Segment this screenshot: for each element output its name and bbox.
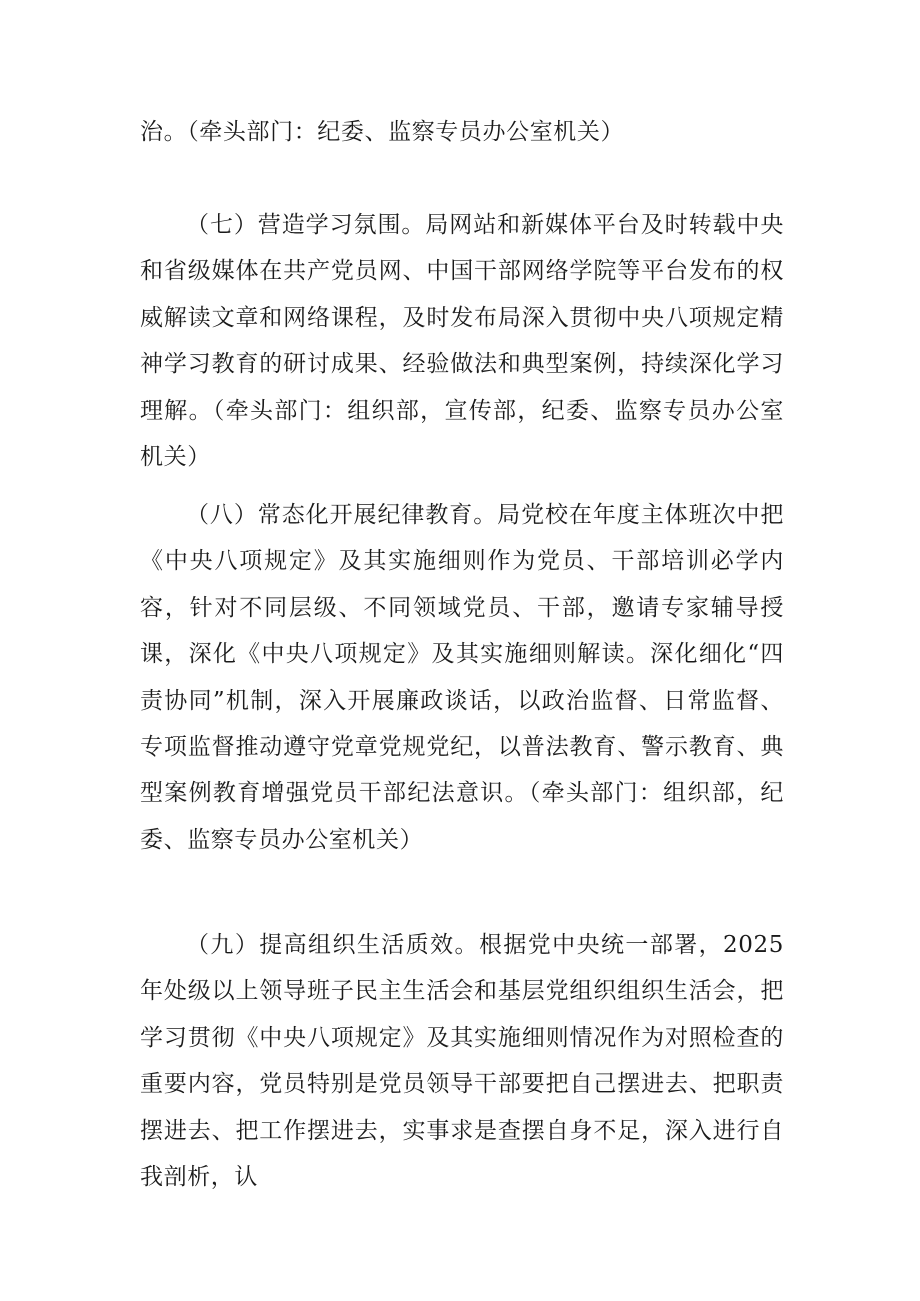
paragraph-item-7: （七）营造学习氛围。局网站和新媒体平台及时转载中央和省级媒体在共产党员网、中国干部网络学院等平台发布的权威解读文章和网络课程，及时发布局深入贯彻中央八项规定精神学习教育的研讨成果、经验做法和典型案例，持续深化学习理解。（牵头部门：组织部，宣传部，纪委、监察专员办公室机关） bbox=[140, 212, 784, 471]
paragraph-continuation: 治。（牵头部门：纪委、监察专员办公室机关） bbox=[140, 119, 625, 145]
paragraph-item-9: （九）提高组织生活质效。根据党中央统一部署，2025年处级以上领导班子民主生活会和基层党组织组织生活会，把学习贯彻《中央八项规定》及其实施细则情况作为对照检查的重要内容，党员特别是党员领导干部要把自己摆进去、把职责摆进去、把工作摆进去，实事求是查摆自身不足，深入进行自我剖析，认 bbox=[140, 932, 784, 1191]
paragraph-item-8: （八）常态化开展纪律教育。局党校在年度主体班次中把《中央八项规定》及其实施细则作为党员、干部培训必学内容，针对不同层级、不同领域党员、干部，邀请专家辅导授课，深化《中央八项规定》及其实施细则解读。深化细化“四责协同”机制，深入开展廉政谈话，以政治监督、日常监督、专项监督推动遵守党章党规党纪，以普法教育、警示教育、典型案例教育增强党员干部纪法意识。（牵头部门：组织部，纪委、监察专员办公室机关） bbox=[140, 502, 784, 853]
